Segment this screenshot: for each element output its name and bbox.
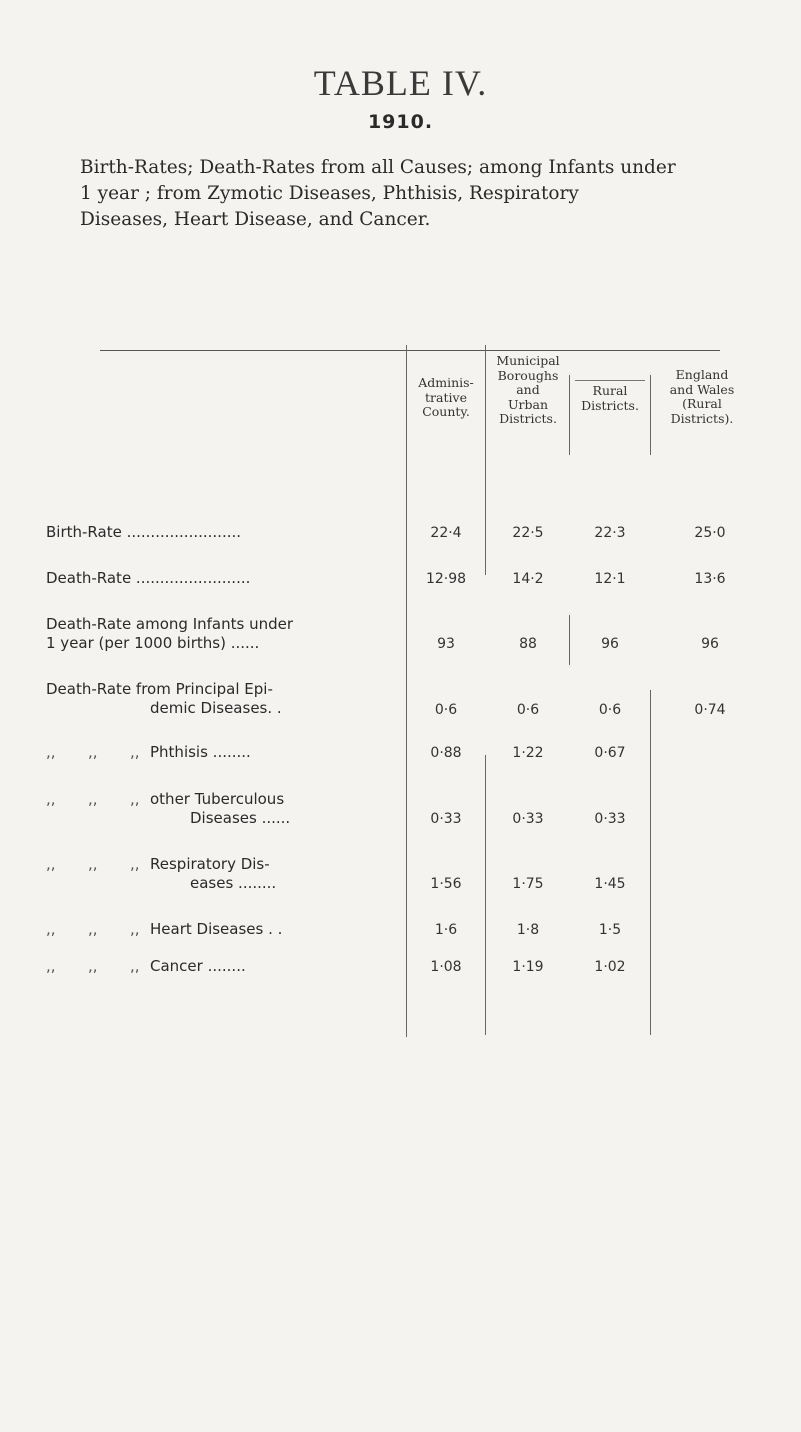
table-cell: 25·0 — [694, 525, 726, 541]
table-cell: 1·45 — [594, 876, 626, 892]
row-label-zymotic: Death-Rate from Principal Epi- demic Diseases. . — [46, 680, 282, 717]
table-cell: 1·6 — [434, 922, 458, 938]
row-label-death-rate: Death-Rate ........................ — [46, 569, 251, 587]
table-cell: 13·6 — [694, 571, 726, 587]
table-cell: 1·22 — [512, 745, 544, 761]
table-cell: 12·98 — [425, 571, 467, 587]
table-cell: 1·08 — [430, 959, 462, 975]
table-cell: 1·19 — [512, 959, 544, 975]
table-cell: 96 — [701, 636, 719, 652]
row-label-infant-death-rate: Death-Rate among Infants under 1 year (per 1000 births) ...... — [46, 615, 294, 652]
column-header-england-and-wales: England and Wales (Rural Districts). — [669, 367, 735, 426]
table-cell: 0·33 — [594, 811, 626, 827]
column-header-administrative-county: Adminis- trative County. — [418, 375, 474, 419]
table-cell: 1·56 — [430, 876, 462, 892]
table-cell: 1·8 — [516, 922, 540, 938]
table-cell: 22·3 — [594, 525, 626, 541]
table-cell: 0·6 — [516, 702, 540, 718]
ditto-mark: ,, — [88, 957, 98, 975]
ditto-mark: ,, — [46, 855, 56, 873]
ditto-mark: ,, — [88, 920, 98, 938]
ditto-mark: ,, — [46, 957, 56, 975]
table-cell: 1·02 — [594, 959, 626, 975]
column-header-municipal-boroughs: Municipal Boroughs and Urban Districts. — [496, 353, 560, 426]
table-cell: 0·74 — [694, 702, 726, 718]
ditto-mark: ,, — [88, 855, 98, 873]
header-underline — [575, 380, 645, 381]
table-year: 1910. — [367, 111, 434, 133]
table-cell: 0·6 — [434, 702, 458, 718]
table-cell: 0·33 — [512, 811, 544, 827]
column-rule — [650, 375, 651, 455]
subtitle-line: Birth-Rates; Death-Rates from all Causes; among Infants under — [80, 157, 676, 178]
table-cell: 22·4 — [430, 525, 462, 541]
table-cell: 14·2 — [512, 571, 544, 587]
ditto-mark: ,, — [130, 743, 140, 761]
row-label-phthisis: ,, ,, ,, Phthisis ........ — [46, 743, 251, 761]
column-rule — [650, 690, 651, 1035]
row-label-other-tuberculous: ,, ,, ,, other Tuberculous Diseases ...... — [46, 790, 291, 827]
table-cell: 93 — [437, 636, 455, 652]
table-cell: 0·33 — [430, 811, 462, 827]
row-label-cancer: ,, ,, ,, Cancer ........ — [46, 957, 246, 975]
table-cell: 96 — [601, 636, 619, 652]
ditto-mark: ,, — [88, 743, 98, 761]
table-cell: 1·5 — [598, 922, 622, 938]
table-top-rule — [100, 350, 720, 351]
table-cell: 22·5 — [512, 525, 544, 541]
table-cell: 0·67 — [594, 745, 626, 761]
ditto-mark: ,, — [130, 855, 140, 873]
ditto-mark: ,, — [130, 790, 140, 808]
ditto-mark: ,, — [46, 920, 56, 938]
subtitle-line: Diseases, Heart Disease, and Cancer. — [80, 209, 431, 230]
table-cell: 88 — [519, 636, 537, 652]
table-cell: 0·6 — [598, 702, 622, 718]
table-cell: 1·75 — [512, 876, 544, 892]
table-subtitle — [80, 155, 770, 233]
row-label-respiratory: ,, ,, ,, Respiratory Dis- eases ........ — [46, 855, 277, 892]
ditto-mark: ,, — [46, 743, 56, 761]
page-title: TABLE IV. — [313, 63, 488, 103]
column-rule — [485, 755, 486, 1035]
ditto-mark: ,, — [130, 957, 140, 975]
table-cell: 0·88 — [430, 745, 462, 761]
column-header-rural-districts: Rural Districts. — [581, 383, 639, 413]
ditto-mark: ,, — [130, 920, 140, 938]
table-cell: 12·1 — [594, 571, 626, 587]
ditto-mark: ,, — [88, 790, 98, 808]
subtitle-line: 1 year ; from Zymotic Diseases, Phthisis, Respiratory — [80, 183, 579, 204]
row-label-birth-rate: Birth-Rate ........................ — [46, 523, 242, 541]
row-label-heart-diseases: ,, ,, ,, Heart Diseases . . — [46, 920, 283, 938]
ditto-mark: ,, — [46, 790, 56, 808]
